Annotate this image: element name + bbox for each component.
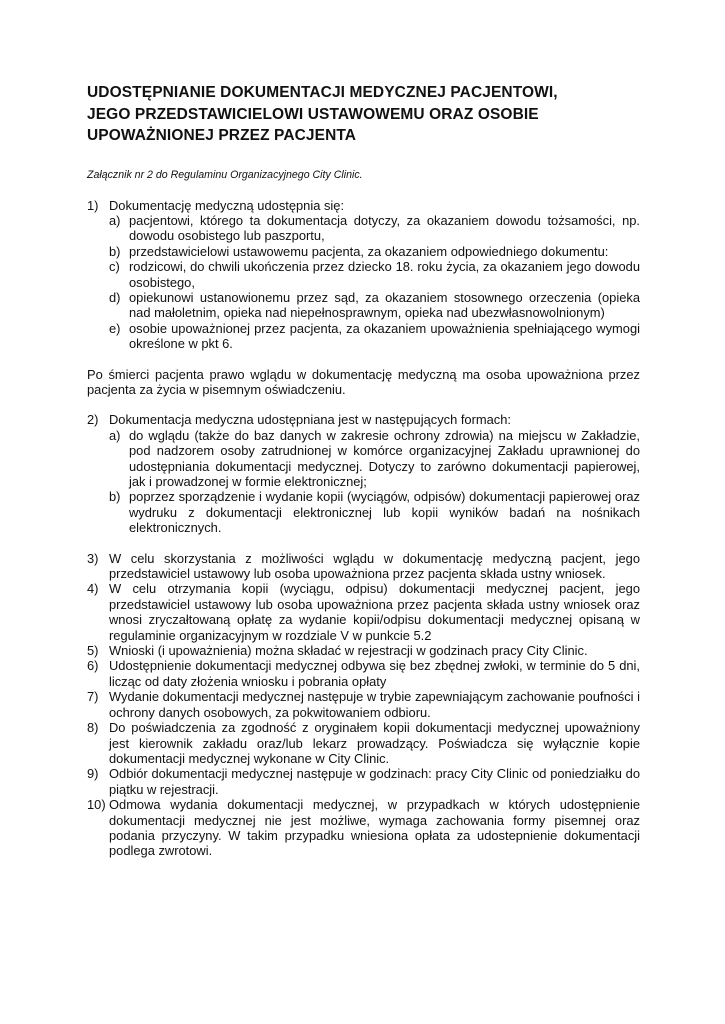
item-text: W celu skorzystania z możliwości wglądu w dokumentację medyczną pacjent, jego przedstawiciel ustawowy lub osoba upoważniona przez pacjenta składa ustny wniosek. [109, 550, 640, 582]
item-number: 3) [87, 550, 99, 566]
item-number: 8) [87, 720, 99, 736]
sub-item-text: przedstawicielowi ustawowemu pacjenta, za okazaniem odpowiedniego dokumentu: [129, 243, 609, 259]
item-number: 6) [87, 658, 99, 674]
list-item [87, 766, 640, 797]
list-item [87, 412, 640, 535]
section-1 [87, 198, 640, 352]
sub-item-letter: d) [109, 289, 121, 305]
item-text: W celu otrzymania kopii (wyciągu, odpisu) dokumentacji medycznej pacjent, jego przedstawiciel ustawowy lub osoba upoważniona przez pacjenta składa ustny wniosek oraz wnosi zryczałtowaną opłatę za wydanie kopii/odpisu dokumentacji medycznej opisaną w regulaminie organizacyjnym w rozdziale V w punkcie 5.2 [109, 581, 640, 643]
item-number: 4) [87, 581, 99, 597]
sub-item-text: rodzicowi, do chwili ukończenia przez dziecko 18. roku życia, za okazaniem jego dowodu osobistego, [129, 259, 640, 290]
list-item [87, 689, 640, 720]
item-intro: Dokumentację medyczną udostępnia się: [109, 197, 345, 213]
sub-item-letter: b) [109, 243, 121, 259]
list-item [87, 581, 640, 643]
document-page [87, 82, 640, 859]
item-text: Do poświadczenia za zgodność z oryginałem kopii dokumentacji medycznej upoważniony jest kierownik zakładu oraz/lub lekarz prowadzący. Poświadcza się wyłącznie kopie dokumentacji medycznej wykonane w City Clinic. [109, 720, 640, 766]
title-line: JEGO PRZEDSTAWICIELOWI USTAWOWEMU ORAZ OSOBIE [87, 105, 539, 123]
list-item [87, 720, 640, 766]
sub-item-letter: e) [109, 320, 121, 336]
list-item [87, 797, 640, 859]
list-item [87, 551, 640, 582]
sub-item [109, 321, 640, 352]
item-text: Wydanie dokumentacji medycznej następuje w trybie zapewniającym zachowanie poufności i ochrony danych osobowych, za pokwitowaniem odbioru. [109, 689, 640, 720]
sub-item-text: osobie upoważnionej przez pacjenta, za okazaniem upoważnienia spełniającego wymogi określone w pkt 6. [129, 320, 640, 352]
sub-item-letter: b) [109, 489, 121, 505]
list-item [87, 198, 640, 352]
list-item [87, 658, 640, 689]
sub-item-text: pacjentowi, którego ta dokumentacja dotyczy, za okazaniem dowodu tożsamości, np. dowodu osobistego lub paszportu, [129, 212, 640, 244]
sub-item [109, 428, 640, 490]
sub-item-letter: a) [109, 212, 121, 228]
item-number: 9) [87, 766, 99, 782]
section-3 [87, 551, 640, 859]
item-text: Odmowa wydania dokumentacji medycznej, w przypadkach w których udostępnienie dokumentacji medycznej nie jest możliwe, wymaga zachowania formy pisemnej oraz podania przyczyny. W takim przypadku wniesiona opłata za udostepnienie dokumentacji podlega zwrotowi. [109, 797, 640, 859]
item-text: Odbiór dokumentacji medycznej następuje w godzinach: pracy City Clinic od poniedziałku do piątku w rejestracji. [109, 766, 640, 797]
sub-item-text: poprzez sporządzenie i wydanie kopii (wyciągów, odpisów) dokumentacji papierowej oraz wydruku z dokumentacji elektronicznej lub kopii wyników badań na nośnikach elektronicznych. [129, 489, 640, 536]
document-title [87, 82, 640, 147]
item-number: 7) [87, 689, 99, 705]
title-line: UDOSTĘPNIANIE DOKUMENTACJI MEDYCZNEJ PACJENTOWI, [87, 84, 558, 101]
sub-item-text: do wglądu (także do baz danych w zakresie ochrony zdrowia) na miejscu w Zakładzie, pod nadzorem osoby zatrudnionej w komórce organizacyjnej Zakładu uprawnionej do udostępniania dokumentacji medycznej. Dotyczy to zarówno dokumentacji papierowej, jak i prowadzonej w formie elektronicznej; [129, 427, 640, 489]
title-line: UPOWAŻNIONEJ PRZEZ PACJENTA [87, 127, 357, 144]
sub-item [109, 213, 640, 244]
item-intro: Dokumentacja medyczna udostępniana jest w następujących formach: [109, 412, 511, 428]
item-number: 1) [87, 197, 99, 213]
sub-item [109, 489, 640, 535]
section-2 [87, 412, 640, 535]
sub-item [109, 290, 640, 321]
item-number: 10) [87, 797, 106, 813]
attachment-note: Załącznik nr 2 do Regulaminu Organizacyjnego City Clinic. [87, 168, 363, 181]
item-number: 2) [87, 412, 99, 428]
item-number: 5) [87, 643, 99, 659]
sub-item [109, 244, 640, 259]
sub-item-letter: c) [109, 259, 120, 275]
sub-item-letter: a) [109, 427, 121, 443]
list-item [87, 643, 640, 658]
item-text: Wnioski (i upoważnienia) można składać w rejestracji w godzinach pracy City Clinic. [109, 643, 588, 659]
death-access-paragraph: Po śmierci pacjenta prawo wglądu w dokumentację medyczną ma osoba upoważniona przez pacjenta za życia w pisemnym oświadczeniu. [87, 366, 640, 397]
item-text: Udostępnienie dokumentacji medycznej odbywa się bez zbędnej zwłoki, w terminie do 5 dni, licząc od daty złożenia wniosku i pobrania opłaty [109, 658, 640, 689]
sub-item [109, 259, 640, 290]
sub-item-text: opiekunowi ustanowionemu przez sąd, za okazaniem stosownego orzeczenia (opieka nad małoletnim, opieka nad niepełnosprawnym, opieka nad ubezwłasnowolnionym) [129, 289, 640, 321]
